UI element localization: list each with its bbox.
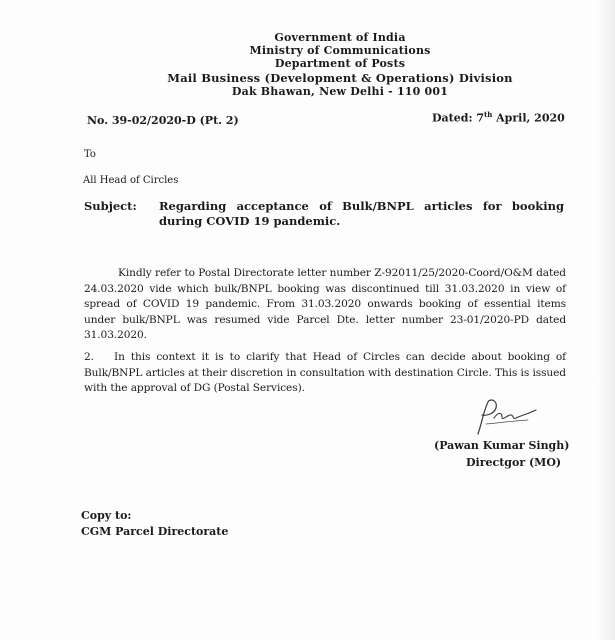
signatory-name: (Pawan Kumar Singh) [434, 439, 570, 452]
body-paragraph-2 [84, 350, 566, 397]
header-address: Dak Bhawan, New Delhi - 110 001 [231, 85, 449, 98]
scan-shadow-edge [597, 0, 615, 640]
header-government: Government of India [274, 31, 406, 44]
addressee: All Head of Circles [83, 175, 179, 186]
subject-text: Regarding acceptance of Bulk/BNPL articles for booking during COVID 19 pandemic. [159, 199, 564, 228]
to-label: To [84, 149, 96, 160]
copy-to-label: Copy to: [81, 509, 132, 522]
header-department: Department of Posts [274, 57, 406, 70]
header-ministry: Ministry of Communications [249, 44, 431, 57]
body-paragraph-1: Kindly refer to Postal Directorate letter number Z-92011/25/2020-Coord/O&M dated 24.03.2020 vide which bulk/BNPL booking was discontinued till 31.03.2020 in view of spread of COVID 19 pandemic. From 31.03.2020 onwards booking of essential items under bulk/BNPL was resumed vide Parcel Dte. letter number 23-01/2020-PD dated 31.03.2020. [84, 267, 566, 341]
signature-icon [472, 396, 542, 440]
reference-number: No. 39-02/2020-D (Pt. 2) [87, 114, 239, 127]
header-division: Mail Business (Development & Operations) Division [167, 71, 513, 85]
subject-label: Subject: [84, 199, 137, 213]
letter-date: Dated: 7th April, 2020 [432, 110, 565, 125]
copy-recipient: CGM Parcel Directorate [81, 525, 229, 538]
signatory-designation: Directgor (MO) [466, 456, 562, 469]
paragraph-2-text: In this context it is to clarify that Head of Circles can decide about booking of Bulk/BNPL articles at their discretion in consultation with destination Circle. This is issued with the approval of DG (Postal Services). [84, 351, 566, 394]
paragraph-number: 2. [84, 351, 94, 363]
